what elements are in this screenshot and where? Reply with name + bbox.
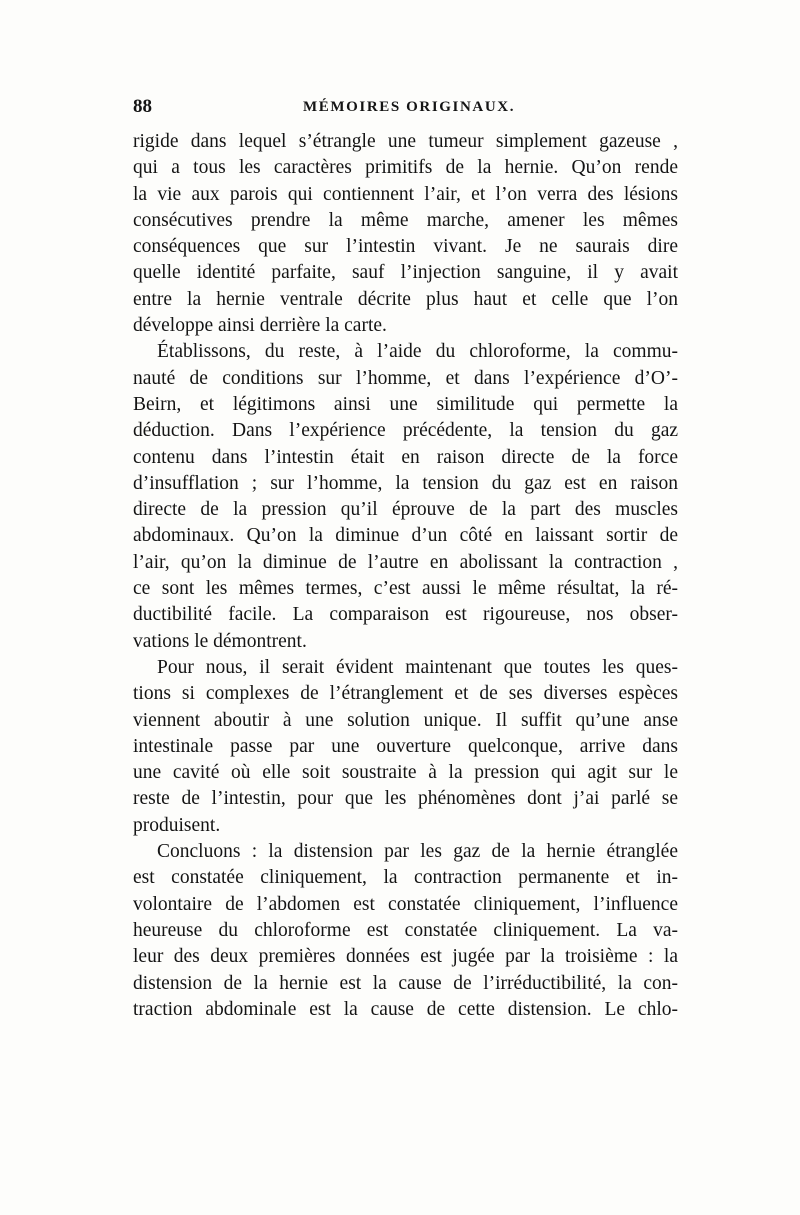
- text-line: qui a tous les caractères primitifs de la hernie. Qu’on rende: [133, 157, 678, 179]
- text-line: l’air, qu’on la diminue de l’autre en abolissant la contraction ,: [133, 551, 678, 573]
- text-line: consécutives prendre la même marche, amener les mêmes: [133, 209, 678, 231]
- text-line: abdominaux. Qu’on la diminue d’un côté en laissant sortir de: [133, 525, 678, 547]
- text-line: produisent.: [133, 814, 221, 836]
- text-line: entre la hernie ventrale décrite plus haut et celle que l’on: [133, 288, 678, 310]
- text-line: heureuse du chloroforme est constatée cliniquement. La va-: [133, 919, 678, 941]
- text-line: tions si complexes de l’étranglement et de ses diverses espèces: [133, 683, 678, 705]
- text-line: rigide dans lequel s’étrangle une tumeur simplement gazeuse ,: [133, 131, 678, 152]
- text-line: développe ainsi derrière la carte.: [133, 315, 387, 337]
- text-line: d’insufflation ; sur l’homme, la tension du gaz est en raison: [133, 472, 678, 494]
- text-line: Beirn, et légitimons ainsi une similitude qui permette la: [133, 393, 678, 415]
- body-text: [133, 129, 678, 1023]
- text-line: une cavité où elle soit soustraite à la pression qui agit sur le: [133, 762, 678, 784]
- text-line: Pour nous, il serait évident maintenant que toutes les ques-: [157, 656, 678, 678]
- page-number: 88: [133, 96, 152, 117]
- running-head: MÉMOIRES ORIGINAUX.: [303, 99, 516, 115]
- text-line: volontaire de l’abdomen est constatée cliniquement, l’influence: [133, 893, 678, 915]
- text-line: ductibilité facile. La comparaison est rigoureuse, nos obser-: [133, 604, 678, 626]
- text-line: reste de l’intestin, pour que les phénomènes dont j’ai parlé se: [133, 788, 678, 810]
- text-line: quelle identité parfaite, sauf l’injection sanguine, il y avait: [133, 262, 678, 284]
- text-line: déduction. Dans l’expérience précédente, la tension du gaz: [133, 420, 678, 442]
- text-line: intestinale passe par une ouverture quelconque, arrive dans: [133, 735, 678, 757]
- text-line: leur des deux premières données est jugée par la troisième : la: [133, 946, 678, 968]
- text-line: vations le démontrent.: [133, 630, 307, 652]
- text-line: viennent aboutir à une solution unique. Il suffit qu’une anse: [133, 709, 678, 731]
- text-line: la vie aux parois qui contiennent l’air, et l’on verra des lésions: [133, 183, 678, 205]
- text-line: Concluons : la distension par les gaz de la hernie étranglée: [157, 841, 678, 863]
- text-line: ce sont les mêmes termes, c’est aussi le même résultat, la ré-: [133, 578, 678, 600]
- page-header: [133, 96, 673, 126]
- text-line: distension de la hernie est la cause de l’irréductibilité, la con-: [133, 972, 678, 994]
- text-line: conséquences que sur l’intestin vivant. Je ne saurais dire: [133, 236, 678, 258]
- text-line: est constatée cliniquement, la contraction permanente et in-: [133, 867, 678, 889]
- text-line: directe de la pression qu’il éprouve de la part des muscles: [133, 499, 678, 521]
- text-line: Établissons, du reste, à l’aide du chloroforme, la commu-: [157, 341, 678, 363]
- text-line: nauté de conditions sur l’homme, et dans l’expérience d’O’-: [133, 367, 678, 389]
- text-line: traction abdominale est la cause de cette distension. Le chlo-: [133, 998, 678, 1020]
- text-line: contenu dans l’intestin était en raison directe de la force: [133, 446, 678, 468]
